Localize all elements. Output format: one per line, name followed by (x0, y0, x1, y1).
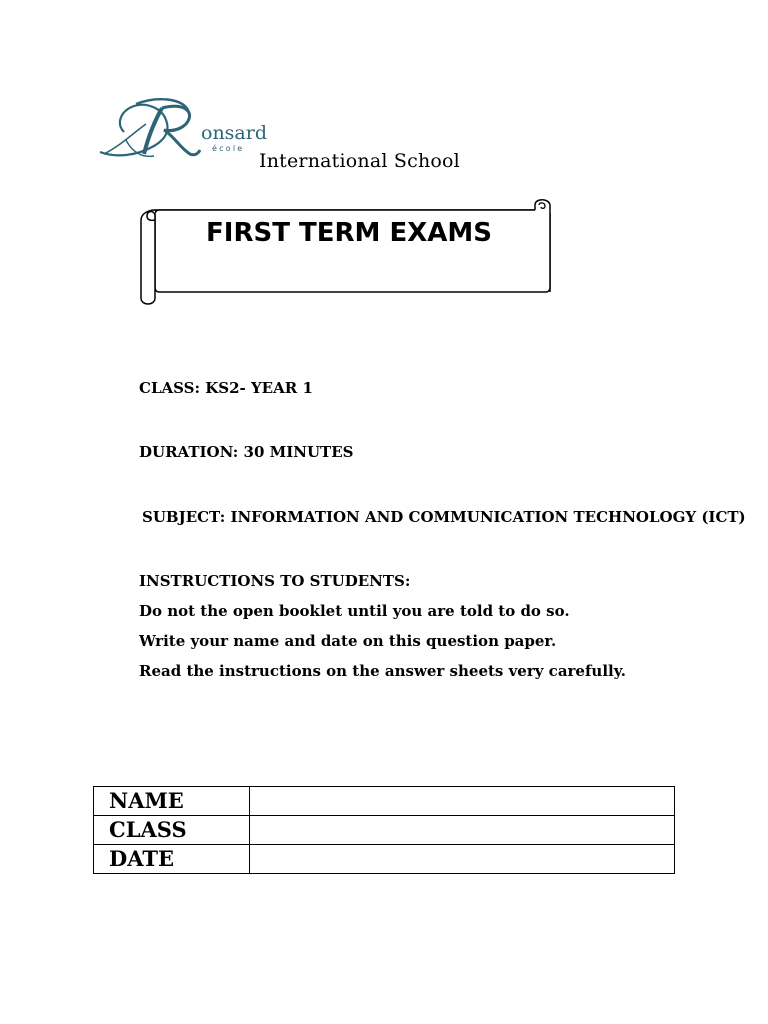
instruction-item: Read the instructions on the answer sheets very carefully. (139, 662, 626, 680)
name-field[interactable] (250, 787, 675, 816)
logo-wordmark: onsard (201, 122, 267, 144)
table-row (94, 845, 675, 874)
instructions-heading: INSTRUCTIONS TO STUDENTS: (139, 572, 411, 590)
name-label: NAME (94, 787, 250, 816)
class-field[interactable] (250, 816, 675, 845)
student-details-table (93, 786, 675, 874)
school-logo (96, 94, 267, 164)
scroll-shape (136, 194, 556, 310)
logo-subtext: école (212, 144, 245, 153)
school-name: International School (259, 150, 460, 172)
table-row (94, 787, 675, 816)
exam-title: FIRST TERM EXAMS (206, 218, 492, 248)
subject-line: SUBJECT: INFORMATION AND COMMUNICATION TECHNOLOGY (ICT) (142, 508, 746, 526)
class-line: CLASS: KS2- YEAR 1 (139, 379, 313, 397)
title-scroll-banner (136, 194, 556, 310)
class-label: CLASS (94, 816, 250, 845)
date-field[interactable] (250, 845, 675, 874)
ronsard-logo-graphic (96, 94, 267, 164)
duration-line: DURATION: 30 MINUTES (139, 443, 354, 461)
instruction-item: Write your name and date on this question paper. (139, 632, 557, 650)
date-label: DATE (94, 845, 250, 874)
table-row (94, 816, 675, 845)
instruction-item: Do not the open booklet until you are told to do so. (139, 602, 570, 620)
